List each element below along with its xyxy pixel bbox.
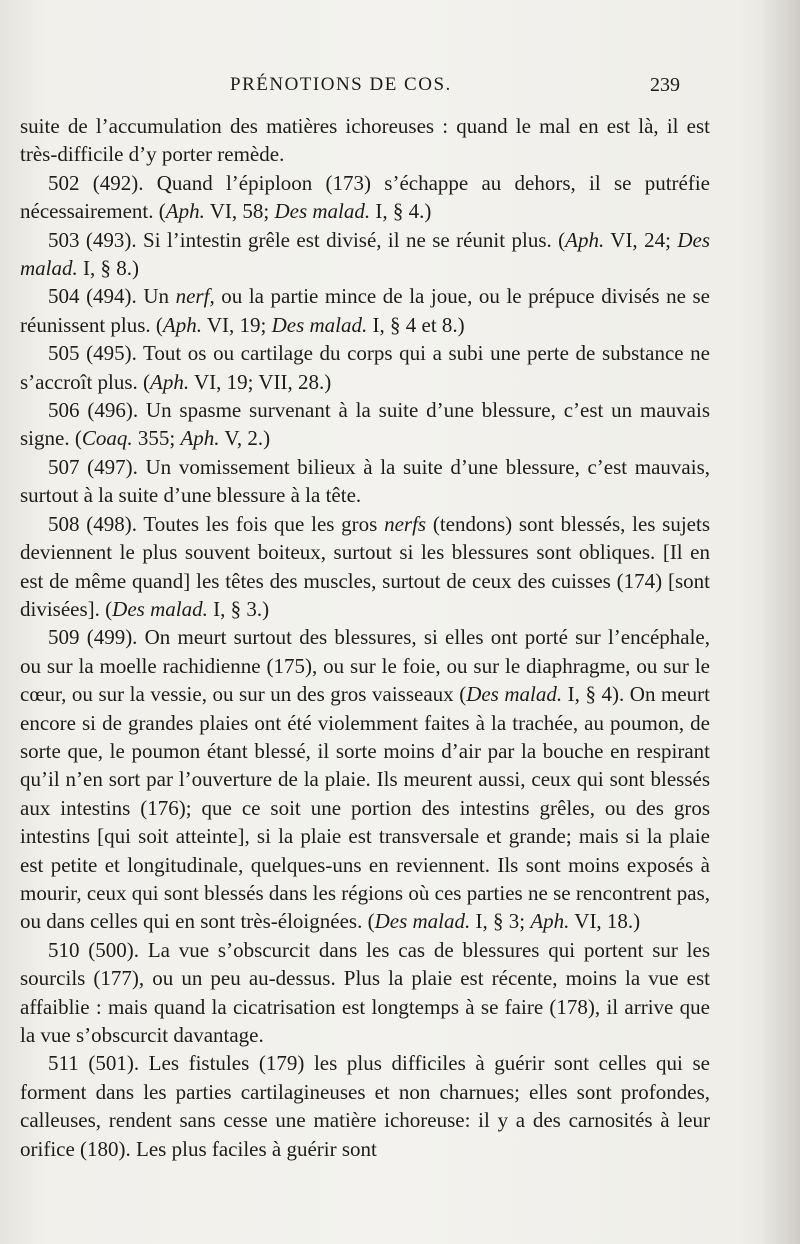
paragraph-text: I, § 8.): [77, 256, 139, 281]
body-text: [20, 112, 710, 1163]
paragraph: [20, 396, 710, 453]
paragraph-text: VI, 58;: [204, 199, 275, 224]
paragraph: [20, 282, 710, 339]
citation-italic: Aph.: [530, 909, 570, 934]
paragraph: [20, 112, 710, 169]
citation-italic: Coaq.: [81, 426, 133, 451]
paragraph: [20, 226, 710, 283]
citation-italic: Des malad.: [20, 227, 710, 281]
paragraph-text: 506 (496). Un spasme survenant à la suite d’une blessure, c’est un mauvais signe. (: [20, 398, 710, 451]
citation-italic: Des malad.: [112, 596, 208, 621]
paragraph-text: I, § 3.): [207, 596, 270, 621]
running-title: PRÉNOTIONS DE COS.: [230, 74, 452, 95]
paragraph: [20, 339, 710, 396]
paragraph-text: 508 (498). Toutes les fois que les gros: [48, 511, 385, 536]
paragraph-text: (tendons) sont blessés, les sujets deviennent le plus souvent boiteux, surtout si les blessures sont obliques. [Il en est de même quand] les têtes des muscles, surtout de ceux des cuisses (174) [sont divisées]. (: [20, 511, 711, 621]
page-number: 239: [650, 74, 680, 96]
paragraph-text: 511 (501). Les fistules (179) les plus difficiles à guérir sont celles qui se forment dans les parties cartilagineuses et non charnues; elles sont profondes, calleuses, rendent sans cesse une matière ichoreuse: il y a des carnosités à leur orifice (180). Les plus faciles à guérir sont: [20, 1051, 710, 1161]
paragraph-text: VI, 18.): [569, 909, 641, 934]
paragraph: [20, 169, 710, 226]
paragraph-text: VI, 19; VII, 28.): [189, 369, 332, 394]
citation-italic: Des malad.: [466, 682, 563, 707]
paragraph-text: 509 (499). On meurt surtout des blessures, si elles ont porté sur l’encéphale, ou sur la moelle rachidienne (175), ou sur le foie, ou sur le diaphragme, ou sur le cœur, ou sur la vessie, ou sur un des gros vaisseaux (: [20, 625, 710, 707]
citation-italic: Des malad.: [374, 909, 471, 934]
paragraph-text: 502 (492). Quand l’épiploon (173) s’échappe au dehors, il se putréfie nécessairement. (: [20, 170, 710, 224]
paragraph-text: I, § 3;: [470, 909, 531, 934]
citation-italic: Aph.: [180, 426, 220, 451]
citation-italic: Aph.: [162, 312, 202, 337]
paragraph: [20, 936, 710, 1050]
paragraph-text: 505 (495). Tout os ou cartilage du corps qui a subi une perte de substance ne s’accroît plus. (: [20, 341, 710, 394]
paragraph-text: 507 (497). Un vomissement bilieux à la suite d’une blessure, c’est mauvais, surtout à la suite d’une blessure à la tête.: [20, 454, 710, 508]
paragraph-text: VI, 19;: [201, 312, 272, 337]
citation-italic: Des malad.: [271, 312, 368, 337]
paragraph-text: V, 2.): [219, 426, 271, 451]
paragraph: [20, 453, 710, 510]
paragraph: [20, 623, 710, 935]
page-gutter-shadow: [760, 0, 800, 1244]
paragraph-text: 355;: [132, 426, 181, 451]
paragraph: [20, 510, 710, 624]
paragraph-text: VI, 24;: [604, 227, 678, 252]
citation-italic: Des malad.: [274, 199, 371, 224]
paragraph-text: I, § 4). On meurt encore si de grandes plaies ont été violemment faites à la trachée, au poumon, de sorte que, le poumon étant blessé, il sorte moins d’air par la bouche en respirant qu’il n’en sort par l’ouverture de la plaie. Ils meurent aussi, ceux qui sont blessés aux intestins (176); que ce soit une portion des intestins grêles, ou des gros intestins [qui soit atteinte], si la plaie est transversale et grande; mais si la plaie est petite et longitudinale, quelques-uns en reviennent. Ils sont moins exposés à mourir, ceux qui sont blessés dans les régions où ces parties ne se rencontrent pas, ou dans celles qui en sont très-éloignées. (: [20, 682, 710, 934]
paragraph-text: , ou la partie mince de la joue, ou le prépuce divisés ne se réunissent plus. (: [20, 284, 710, 337]
paragraph-text: 503 (493). Si l’intestin grêle est divisé, il ne se réunit plus. (: [48, 227, 566, 252]
citation-italic: Aph.: [565, 227, 605, 252]
page-header: [40, 74, 680, 104]
paragraph: [20, 1049, 710, 1163]
citation-italic: nerfs: [384, 511, 427, 536]
paragraph-text: I, § 4.): [370, 199, 432, 224]
paragraph-text: I, § 4 et 8.): [367, 312, 465, 337]
citation-italic: Aph.: [165, 199, 205, 224]
paragraph-text: suite de l’accumulation des matières ichoreuses : quand le mal en est là, il est très-difficile d’y porter remède.: [20, 114, 710, 167]
citation-italic: Aph.: [150, 369, 190, 394]
citation-italic: nerf: [175, 284, 210, 309]
paragraph-text: 510 (500). La vue s’obscurcit dans les cas de blessures qui portent sur les sourcils (177), ou un peu au-dessus. Plus la plaie est récente, moins la vue est affaiblie : mais quand la cicatrisation est longtemps à se faire (178), il arrive que la vue s’obscurcit davantage.: [20, 937, 710, 1047]
paragraph-text: 504 (494). Un: [48, 284, 176, 309]
